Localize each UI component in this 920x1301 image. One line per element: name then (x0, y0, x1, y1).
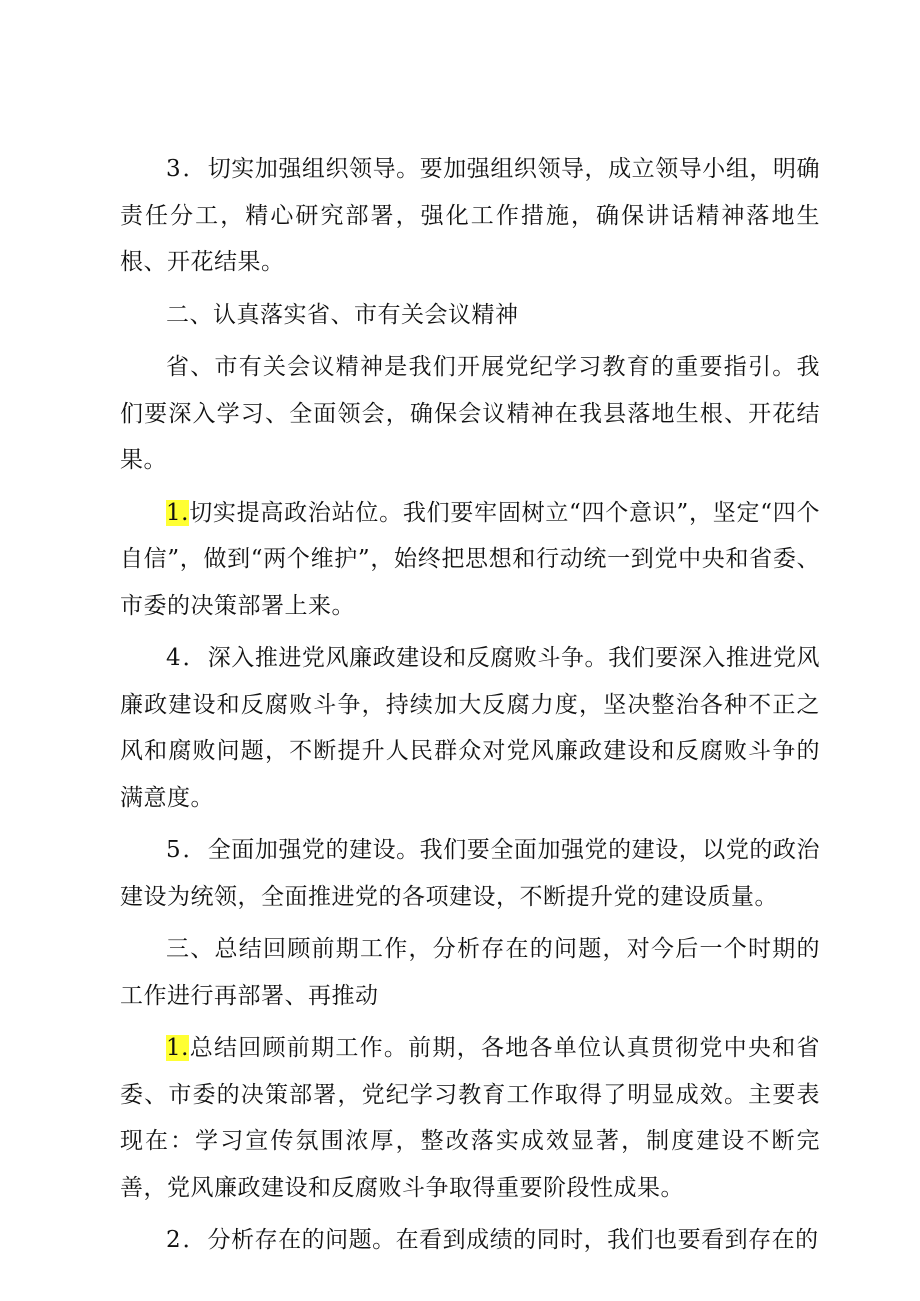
paragraph-text: 切实加强组织领导。要加强组织领导，成立领导小组，明确责任分工，精心研究部署，强化工作措施，确保讲话精神落地生根、开花结果。 (120, 156, 820, 275)
paragraph-text: 省、市有关会议精神是我们开展党纪学习教育的重要指引。我们要深入学习、全面领会，确保会议精神在我县落地生根、开花结果。 (120, 354, 820, 473)
paragraph-text: 切实提高政治站位。我们要牢固树立“四个意识”，坚定“四个自信”，做到“两个维护”，始终把思想和行动统一到党中央和省委、市委的决策部署上来。 (120, 499, 820, 619)
paragraph-text: 分析存在的问题。在看到成绩的同时，我们也要看到存在的 (207, 1227, 819, 1253)
paragraph-section-2-intro (120, 344, 820, 484)
item-number: 2． (166, 1227, 208, 1253)
section-heading-2 (120, 292, 820, 339)
heading-text: 三、总结回顾前期工作，分析存在的问题，对今后一个时期的工作进行再部署、再推动 (120, 936, 820, 1009)
heading-text: 二、认真落实省、市有关会议精神 (166, 301, 519, 328)
item-number: 3． (166, 156, 208, 182)
paragraph-4-anti-corruption (120, 635, 820, 821)
section-heading-3 (120, 926, 820, 1019)
paragraph-text: 全面加强党的建设。我们要全面加强党的建设，以党的政治建设为统领，全面推进党的各项建设，不断提升党的建设质量。 (120, 837, 820, 910)
item-number: 5． (166, 837, 208, 863)
item-number: 4． (166, 645, 208, 671)
paragraph-1-review-work (120, 1025, 820, 1211)
paragraph-3-organization (120, 146, 820, 286)
paragraph-5-party-building (120, 827, 820, 920)
paragraph-text: 总结回顾前期工作。前期，各地各单位认真贯彻党中央和省委、市委的决策部署，党纪学习教育工作取得了明显成效。主要表现在：学习宣传氛围浓厚，整改落实成效显著，制度建设不断完善，党风廉政建设和反腐败斗争取得重要阶段性成果。 (120, 1035, 820, 1201)
paragraph-2-analyze-problems (120, 1217, 820, 1264)
document-body (120, 146, 820, 1270)
item-number-highlighted: 1. (166, 499, 189, 526)
paragraph-1-political-stance (120, 490, 820, 630)
paragraph-text: 深入推进党风廉政建设和反腐败斗争。我们要深入推进党风廉政建设和反腐败斗争，持续加大反腐力度，坚决整治各种不正之风和腐败问题，不断提升人民群众对党风廉政建设和反腐败斗争的满意度。 (120, 645, 820, 811)
item-number-highlighted: 1. (166, 1035, 189, 1061)
